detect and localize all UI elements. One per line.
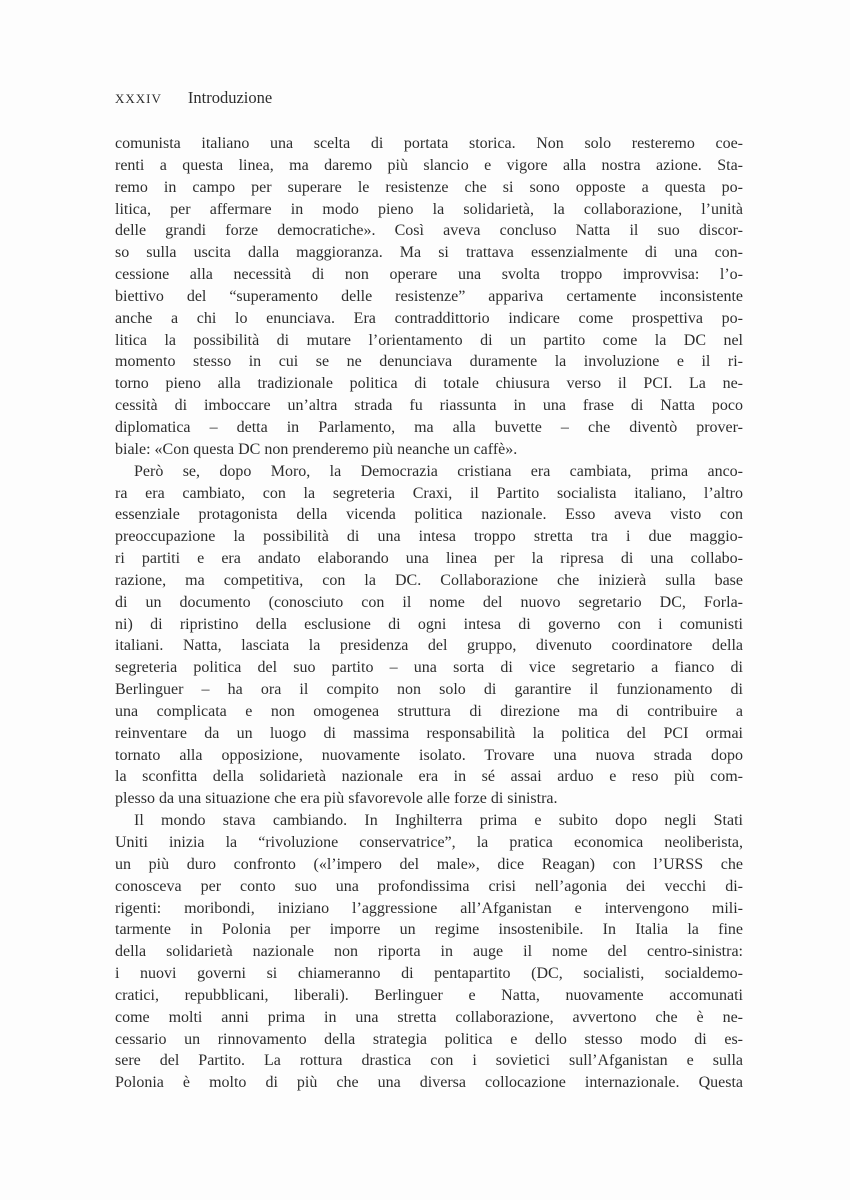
text-line: momento stesso in cui se ne denunciava duramente la involuzione e il ri- xyxy=(115,353,743,371)
text-line: segreteria politica del suo partito – una sorta di vice segretario a fianco di xyxy=(115,659,743,677)
body-text xyxy=(115,133,743,1094)
text-line: sere del Partito. La rottura drastica con i sovietici sull’Afganistan e sulla xyxy=(115,1052,743,1070)
paragraph xyxy=(115,810,743,1094)
page-number: XXXIV xyxy=(115,91,162,106)
text-line: ri partiti e era andato elaborando una linea per la ripresa di una collabo- xyxy=(115,550,743,568)
text-line: litica, per affermare in modo pieno la solidarietà, la collaborazione, l’unità xyxy=(115,200,743,218)
text-line: conosceva per conto suo una profondissima crisi nell’agonia dei vecchi di- xyxy=(115,877,743,895)
text-line: delle grandi forze democratiche». Così aveva concluso Natta il suo discor- xyxy=(115,222,743,240)
text-line: anche a chi lo enunciava. Era contraddittorio indicare come prospettiva po- xyxy=(115,309,743,327)
text-line: plesso da una situazione che era più sfavorevole alle forze di sinistra. xyxy=(115,790,558,808)
text-line: cessità di imboccare un’altra strada fu riassunta in una frase di Natta poco xyxy=(115,397,743,415)
text-line: di un documento (conosciuto con il nome del nuovo segretario DC, Forla- xyxy=(115,593,743,611)
text-line: come molti anni prima in una stretta collaborazione, avvertono che è ne- xyxy=(115,1008,743,1026)
text-line: so sulla uscita dalla maggioranza. Ma si trattava essenzialmente di una con- xyxy=(115,244,743,262)
text-line: Però se, dopo Moro, la Democrazia cristiana era cambiata, prima anco- xyxy=(134,462,743,480)
text-line: reinventare da un luogo di massima responsabilità la politica del PCI ormai xyxy=(115,724,743,742)
text-line: una complicata e non omogenea struttura di direzione ma di contribuire a xyxy=(115,702,743,720)
text-line: cessario un rinnovamento della strategia politica e dello stesso modo di es- xyxy=(115,1030,743,1048)
text-line: razione, ma competitiva, con la DC. Collaborazione che inizierà sulla base xyxy=(115,571,743,589)
text-line: ni) di ripristino della esclusione di ogni intesa di governo con i comunisti xyxy=(115,615,743,633)
paragraph xyxy=(115,133,743,461)
chapter-title: Introduzione xyxy=(187,88,273,107)
text-line: un più duro confronto («l’impero del male», dice Reagan) con l’URSS che xyxy=(115,855,743,873)
text-line: biale: «Con questa DC non prenderemo più neanche un caffè». xyxy=(115,440,518,458)
text-line: italiani. Natta, lasciata la presidenza del gruppo, divenuto coordinatore della xyxy=(115,637,743,655)
text-line: preoccupazione la possibilità di una intesa troppo stretta tra i due maggio- xyxy=(115,528,743,546)
text-line: diplomatica – detta in Parlamento, ma alla buvette – che diventò prover- xyxy=(115,418,743,436)
text-line: ra era cambiato, con la segreteria Craxi, il Partito socialista italiano, l’altro xyxy=(115,484,743,502)
text-line: renti a questa linea, ma daremo più slancio e vigore alla nostra azione. Sta- xyxy=(115,156,743,174)
text-line: litica la possibilità di mutare l’orientamento di un partito come la DC nel xyxy=(115,331,743,349)
text-line: i nuovi governi si chiameranno di pentapartito (DC, socialisti, socialdemo- xyxy=(115,965,743,983)
running-head xyxy=(115,88,272,108)
text-line: Uniti inizia la “rivoluzione conservatrice”, la pratica economica neoliberista, xyxy=(115,834,743,851)
text-line: Berlinguer – ha ora il compito non solo di garantire il funzionamento di xyxy=(115,681,743,699)
text-line: comunista italiano una scelta di portata storica. Non solo resteremo coe- xyxy=(115,135,743,152)
text-line: essenziale protagonista della vicenda politica nazionale. Esso aveva visto con xyxy=(115,506,743,524)
paragraph xyxy=(115,461,743,811)
text-line: cratici, repubblicani, liberali). Berlinguer e Natta, nuovamente accomunati xyxy=(115,986,743,1004)
text-line: cessione alla necessità di non operare una svolta troppo improvvisa: l’o- xyxy=(115,266,743,284)
text-line: tarmente in Polonia per imporre un regime insostenibile. In Italia la fine xyxy=(115,921,743,939)
text-line: torno pieno alla tradizionale politica di totale chiusura verso il PCI. La ne- xyxy=(115,375,743,393)
text-line: della solidarietà nazionale non riporta in auge il nome del centro-sinistra: xyxy=(115,943,743,961)
text-line: remo in campo per superare le resistenze che si sono opposte a questa po- xyxy=(115,178,743,196)
text-line: biettivo del “superamento delle resistenze” appariva certamente inconsistente xyxy=(115,287,743,305)
text-line: la sconfitta della solidarietà nazionale era in sé assai arduo e reso più com- xyxy=(115,768,743,786)
text-line: tornato alla opposizione, nuovamente isolato. Trovare una nuova strada dopo xyxy=(115,746,743,764)
text-line: rigenti: moribondi, iniziano l’aggressione all’Afganistan e intervengono mili- xyxy=(115,899,743,917)
text-line: Il mondo stava cambiando. In Inghilterra prima e subito dopo negli Stati xyxy=(134,812,743,830)
text-line: Polonia è molto di più che una diversa collocazione internazionale. Questa xyxy=(115,1074,743,1092)
